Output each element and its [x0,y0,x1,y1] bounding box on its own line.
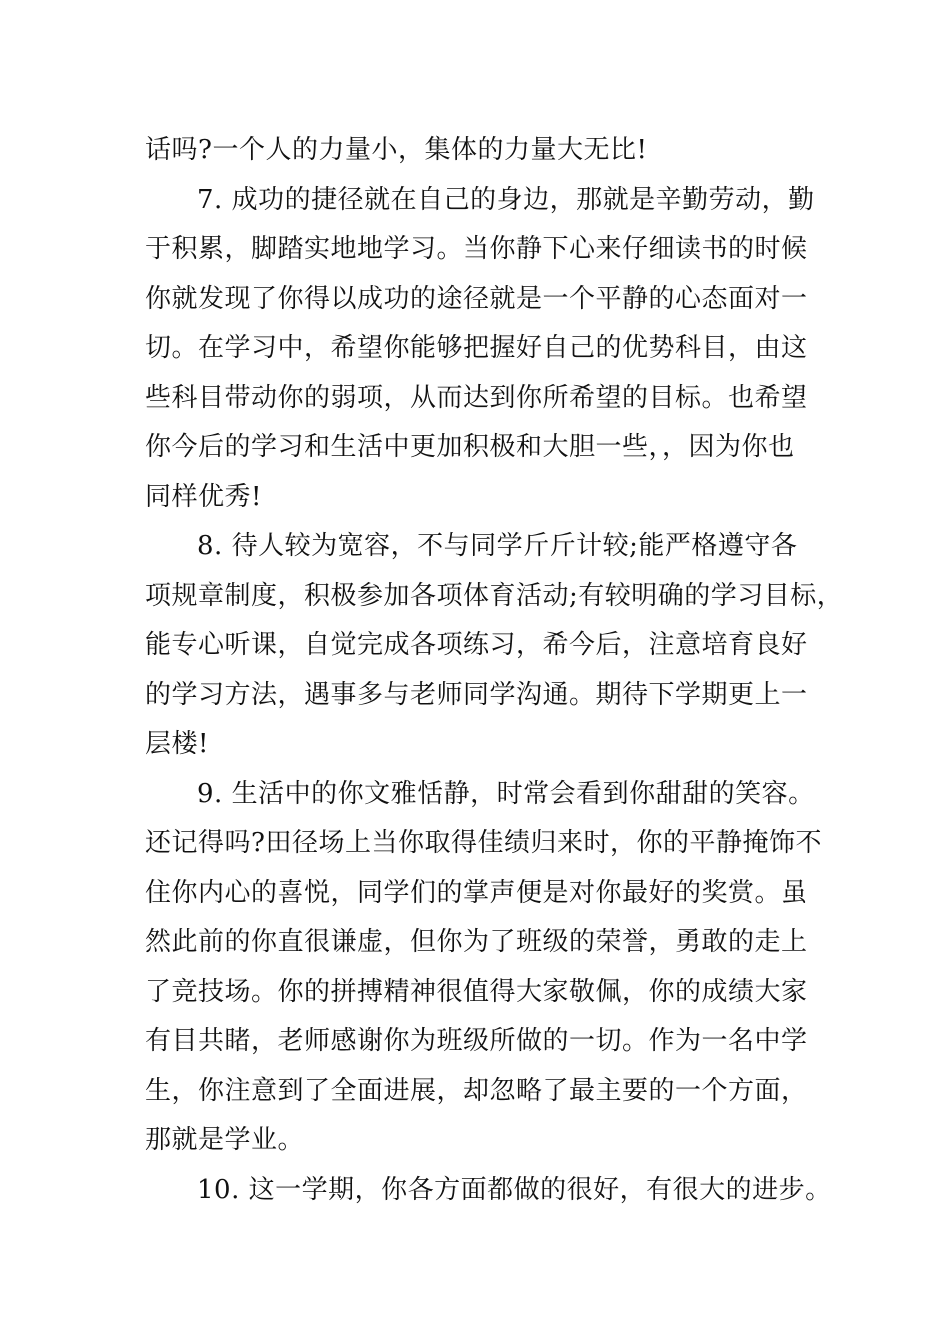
text-line: 能专心听课，自觉完成各项练习，希今后，注意培育良好 [145,630,808,660]
text-line: 切。在学习中，希望你能够把握好自己的优势科目，由这 [145,333,808,363]
text-line: 的学习方法，遇事多与老师同学沟通。期待下学期更上一 [145,679,808,710]
text-line: 项规章制度，积极参加各项体育活动;有较明确的学习目标， [145,580,844,611]
text-line: 10. 这一学期，你各方面都做的很好，有很大的进步。 [197,1174,832,1205]
text-line: 8. 待人较为宽容，不与同学斤斤计较;能严格遵守各 [197,531,798,561]
text-line: 住你内心的喜悦，同学们的掌声便是对你最好的奖赏。虽 [145,877,808,908]
text-line: 7. 成功的捷径就在自己的身边，那就是辛勤劳动，勤 [197,184,815,215]
text-line: 了竞技场。你的拼搏精神很值得大家敬佩，你的成绩大家 [145,976,808,1007]
text-line: 你今后的学习和生活中更加积极和大胆一些，，因为你也 [145,432,795,462]
text-line: 9. 生活中的你文雅恬静，时常会看到你甜甜的笑容。 [197,778,815,809]
text-line: 有目共睹，老师感谢你为班级所做的一切。作为一名中学 [145,1026,808,1056]
text-line: 然此前的你直很谦虚，但你为了班级的荣誉，勇敢的走上 [145,927,808,957]
text-line: 于积累，脚踏实地地学习。当你静下心来仔细读书的时候 [145,234,808,264]
document-body [145,126,844,1215]
text-line: 层楼! [145,729,209,759]
text-line: 些科目带动你的弱项，从而达到你所希望的目标。也希望 [145,382,808,413]
text-line: 你就发现了你得以成功的途径就是一个平静的心态面对一 [145,283,808,314]
text-line: 话吗?一个人的力量小，集体的力量大无比! [145,135,648,165]
text-line: 同样优秀! [145,481,262,512]
text-line: 生，你注意到了全面进展，却忽略了最主要的一个方面， [145,1075,808,1106]
text-line: 那就是学业。 [145,1125,305,1155]
text-line: 还记得吗?田径场上当你取得佳绩归来时，你的平静掩饰不 [145,828,822,858]
